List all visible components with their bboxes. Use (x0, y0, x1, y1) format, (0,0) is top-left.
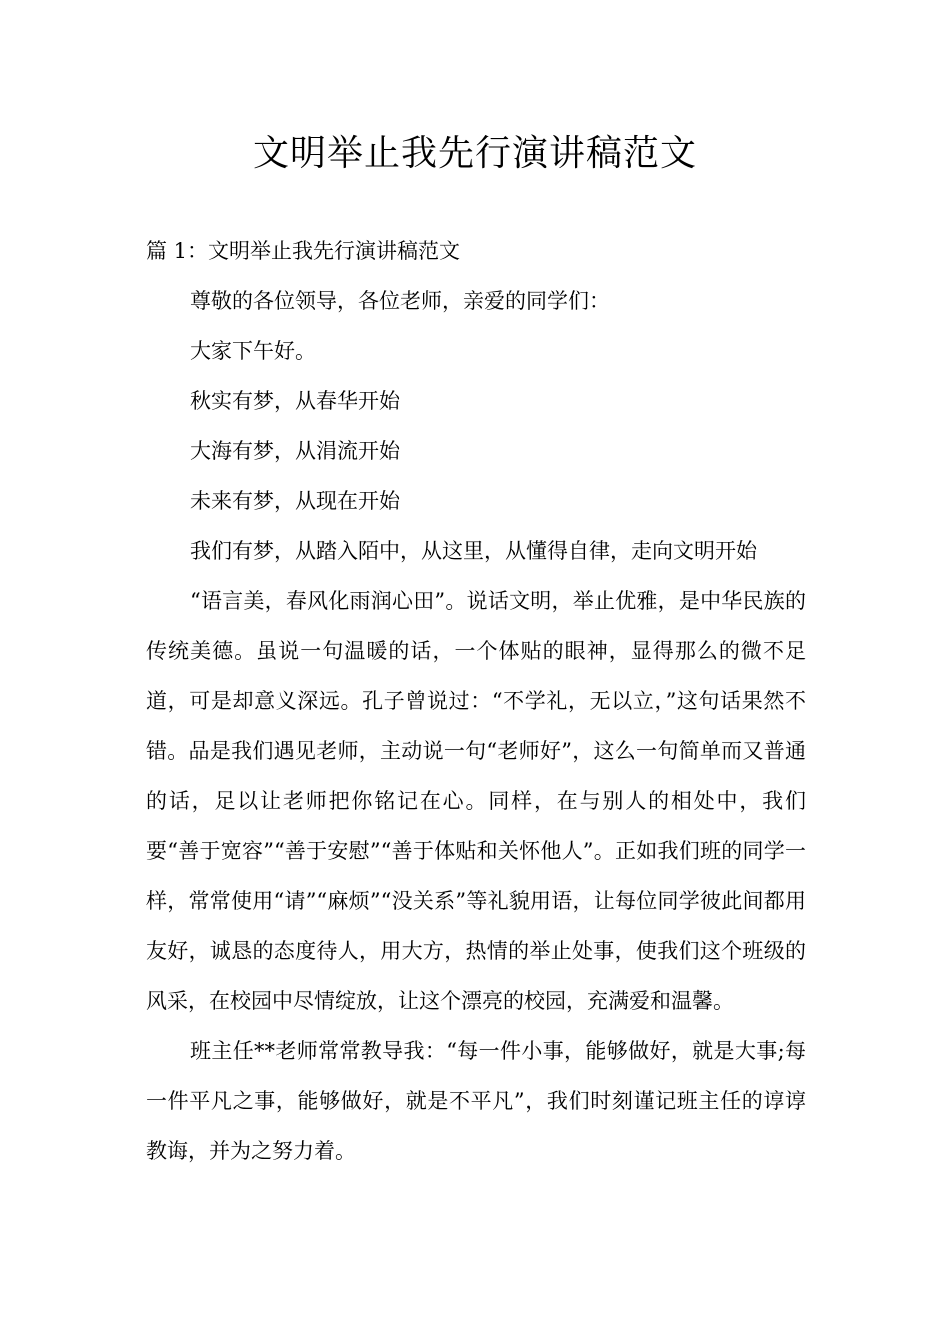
paragraph-line-future: 未来有梦，从现在开始 (190, 489, 400, 513)
document-title: 文明举止我先行演讲稿范文 (252, 133, 697, 174)
section-heading: 篇 1：文明举止我先行演讲稿范文 (146, 239, 461, 263)
paragraph-speech-civility: “语言美，春风化雨润心田”。说话文明，举止优雅，是中华民族的传统美德。虽说一句温暖的话，一个体贴的眼神，显得那么的微不足道，可是却意义深远。孔子曾说过：“不学礼，无以立，”这句话果然不错。品是我们遇见老师，主动说一句“老师好”，这么一句简单而又普通的话，足以让老师把你铭记在心。同样，在与别人的相处中，我们要“善于宽容”“善于安慰”“善于体贴和关怀他人”。正如我们班的同学一样，常常使用“请”“麻烦”“没关系”等礼貌用语，让每位同学彼此间都用友好，诚恳的态度待人，用大方，热情的举止处事，使我们这个班级的风采，在校园中尽情绽放，让这个漂亮的校园，充满爱和温馨。 (146, 589, 806, 1013)
paragraph-line-autumn: 秋实有梦，从春华开始 (190, 389, 400, 413)
paragraph-line-sea: 大海有梦，从涓流开始 (190, 439, 400, 463)
document-body (146, 226, 806, 1176)
paragraph-good-afternoon: 大家下午好。 (190, 339, 316, 363)
paragraph-teacher-teaching: 班主任**老师常常教导我：“每一件小事，能够做好，就是大事;每一件平凡之事，能够做好，就是不平凡”，我们时刻谨记班主任的谆谆教诲，并为之努力着。 (146, 1039, 806, 1163)
paragraph-line-we: 我们有梦，从踏入陌中，从这里，从懂得自律，走向文明开始 (190, 539, 757, 563)
paragraph-greeting: 尊敬的各位领导，各位老师，亲爱的同学们： (190, 289, 610, 313)
